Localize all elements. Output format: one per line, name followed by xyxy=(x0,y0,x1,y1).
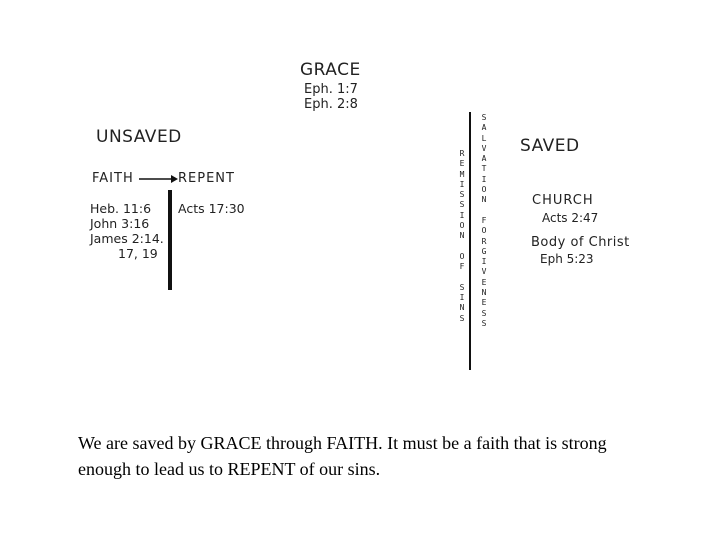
faith-ref-4: 17, 19 xyxy=(118,246,158,261)
salvation-letter: E xyxy=(481,298,487,308)
unsaved-heading: UNSAVED xyxy=(96,127,182,147)
remission-letter: N xyxy=(459,303,465,313)
salvation-letter: G xyxy=(481,246,487,256)
faith-references xyxy=(90,201,164,261)
faith-repent-divider-bar xyxy=(168,190,172,290)
salvation-letter: F xyxy=(481,215,487,225)
remission-letter xyxy=(456,273,468,283)
remission-letter: I xyxy=(459,210,465,220)
salvation-letter: N xyxy=(481,288,487,298)
salvation-letter: A xyxy=(481,154,487,164)
salvation-letter: N xyxy=(481,195,487,205)
faith-ref-1: Heb. 11:6 xyxy=(90,201,152,216)
salvation-letter: A xyxy=(481,123,487,133)
remission-letter: I xyxy=(459,179,465,189)
salvation-letter xyxy=(478,206,490,216)
salvation-forgiveness-vertical-text xyxy=(478,113,490,329)
faith-label: FAITH xyxy=(92,171,134,186)
remission-letter: S xyxy=(459,282,465,292)
repent-reference: Acts 17:30 xyxy=(178,201,245,216)
remission-letter: S xyxy=(459,200,465,210)
salvation-letter: I xyxy=(481,174,487,184)
salvation-letter: O xyxy=(481,226,487,236)
remission-letter: O xyxy=(459,221,465,231)
repent-label: REPENT xyxy=(178,171,235,186)
body-of-christ-reference: Eph 5:23 xyxy=(540,252,594,266)
remission-of-sins-vertical-text xyxy=(456,149,468,324)
salvation-letter: S xyxy=(481,308,487,318)
salvation-letter: L xyxy=(481,133,487,143)
salvation-letter: I xyxy=(481,257,487,267)
salvation-letter: S xyxy=(481,318,487,328)
faith-to-repent-arrow xyxy=(139,173,179,185)
salvation-letter: O xyxy=(481,185,487,195)
grace-heading: GRACE xyxy=(300,60,361,80)
faith-ref-3: James 2:14. xyxy=(90,231,164,246)
salvation-letter: E xyxy=(481,277,487,287)
remission-letter: I xyxy=(459,293,465,303)
grace-ref-2: Eph. 2:8 xyxy=(304,97,358,112)
caption-text: We are saved by GRACE through FAITH. It must be a faith that is strong enough to lead us to REPENT of our sins. xyxy=(78,433,607,479)
salvation-divider-line xyxy=(469,112,471,370)
remission-letter: N xyxy=(459,231,465,241)
remission-letter: R xyxy=(459,149,465,158)
remission-letter: O xyxy=(459,251,465,261)
church-label: CHURCH xyxy=(532,193,594,208)
remission-letter xyxy=(456,242,468,252)
salvation-letter: R xyxy=(481,236,487,246)
grace-references xyxy=(304,82,358,112)
remission-letter: M xyxy=(459,169,465,179)
grace-ref-1: Eph. 1:7 xyxy=(304,82,358,97)
remission-letter: E xyxy=(459,159,465,169)
remission-letter: F xyxy=(459,262,465,272)
salvation-letter: V xyxy=(481,143,487,153)
salvation-letter: S xyxy=(481,113,487,122)
remission-letter: S xyxy=(459,313,465,323)
body-of-christ-label: Body of Christ xyxy=(531,235,630,250)
saved-heading: SAVED xyxy=(520,136,580,156)
church-reference: Acts 2:47 xyxy=(542,211,599,225)
salvation-letter: V xyxy=(481,267,487,277)
faith-ref-2: John 3:16 xyxy=(90,216,150,231)
remission-letter: S xyxy=(459,190,465,200)
salvation-letter: T xyxy=(481,164,487,174)
